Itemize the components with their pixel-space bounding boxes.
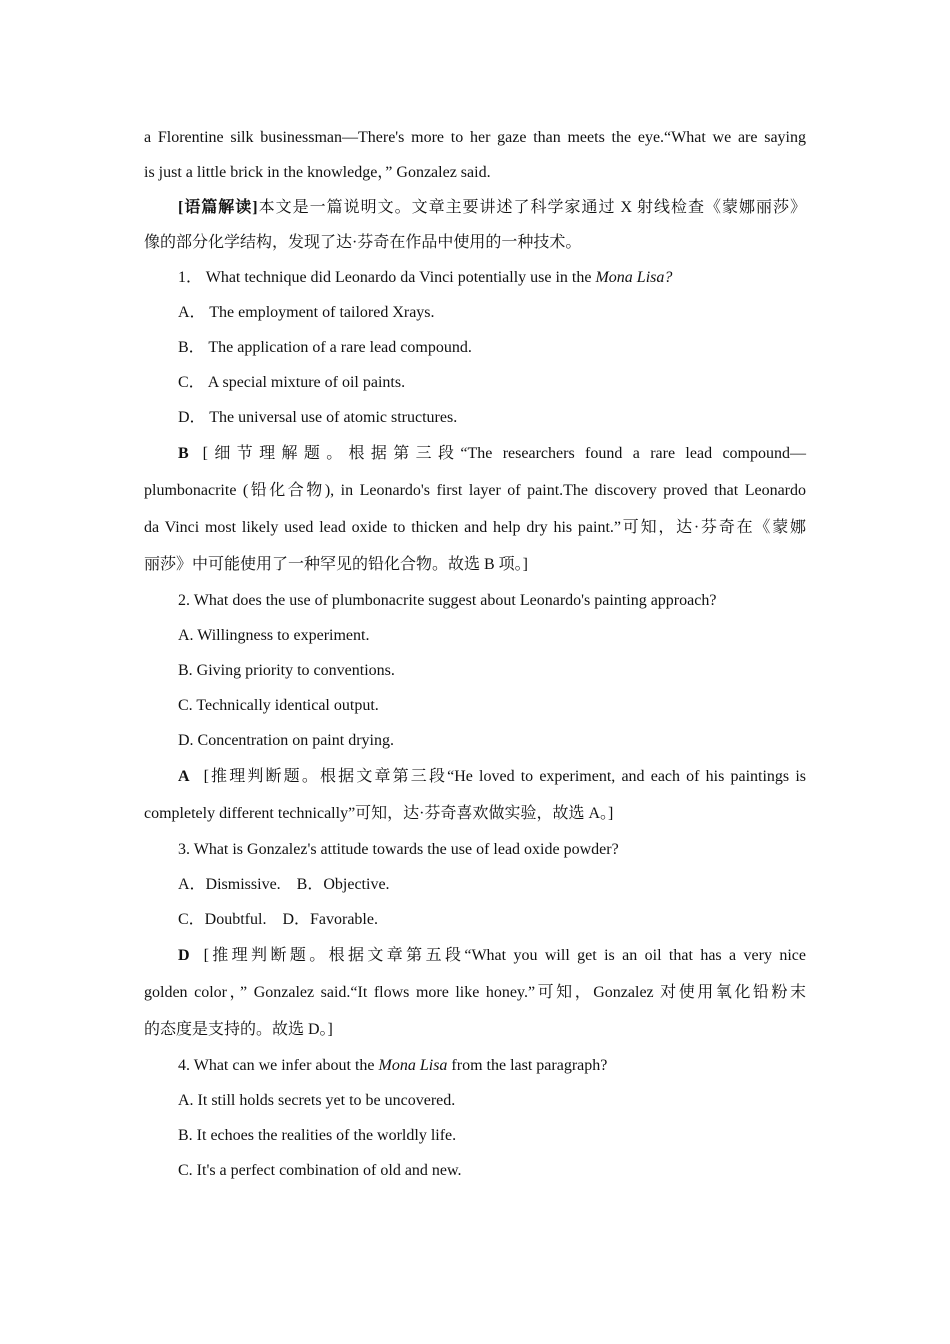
intro-line-1: a Florentine silk businessman—There's more to her gaze than meets the eye.“What we are saying [144, 129, 806, 146]
q3-explanation-text: [推理判断题。根据文章第五段“What you will get is an oil that has a very nice [203, 947, 806, 964]
q3-answer: D [178, 947, 190, 964]
q4-stem-end: from the last paragraph? [447, 1057, 608, 1074]
q3-explanation-line-1 [144, 937, 806, 974]
q2-explanation-line-2: completely different technically”可知，达·芬奇喜欢做实验，故选 A。] [144, 805, 614, 822]
q4-option-c: C. It's a perfect combination of old and new. [178, 1162, 462, 1179]
q1-option-c: C． A special mixture of oil paints. [178, 374, 406, 391]
q1-explanation-line-1 [144, 435, 806, 472]
summary-line-2: 像的部分化学结构，发现了达·芬奇在作品中使用的一种技术。 [144, 234, 582, 251]
summary-label: [语篇解读] [178, 199, 258, 216]
summary-line-1 [144, 190, 806, 225]
q1-option-a: A． The employment of tailored Xrays. [178, 304, 435, 321]
q1-answer: B [178, 445, 189, 462]
summary-text: 本文是一篇说明文。文章主要讲述了科学家通过 X 射线检查《蒙娜丽莎》 [257, 199, 806, 216]
q2-answer: A [178, 768, 190, 785]
q1-explanation-text: [细节理解题。根据第三段“The researchers found a rare lead compound— [202, 445, 806, 462]
q4-stem-italic: Mona Lisa [378, 1057, 448, 1074]
q3-options-ab: A．Dismissive. B．Objective. [178, 876, 390, 893]
q1-explanation-line-4: 丽莎》中可能使用了一种罕见的铅化合物。故选 B 项。] [144, 556, 529, 573]
q4-option-b: B. It echoes the realities of the worldly life. [178, 1127, 457, 1144]
q3-explanation-line-3: 的态度是支持的。故选 D。] [144, 1021, 333, 1038]
document-page [144, 119, 806, 1188]
q2-explanation-line-1 [144, 758, 806, 795]
q1-explanation-line-3: da Vinci most likely used lead oxide to thicken and help dry his paint.”可知，达·芬奇在《蒙娜 [144, 519, 806, 536]
q1-stem [144, 260, 806, 295]
q2-option-b: B. Giving priority to conventions. [178, 662, 395, 679]
q2-explanation-text: [推理判断题。根据文章第三段“He loved to experiment, and each of his paintings is [203, 768, 806, 785]
q4-option-a: A. It still holds secrets yet to be uncovered. [178, 1092, 456, 1109]
q1-stem-italic: Mona Lisa? [595, 269, 673, 286]
q1-option-d: D． The universal use of atomic structures. [178, 409, 458, 426]
q4-stem [144, 1048, 806, 1083]
q1-option-b: B． The application of a rare lead compound. [178, 339, 472, 356]
q2-option-a: A. Willingness to experiment. [178, 627, 370, 644]
q2-stem: 2. What does the use of plumbonacrite suggest about Leonardo's painting approach? [178, 592, 717, 609]
q2-option-c: C. Technically identical output. [178, 697, 379, 714]
q4-stem-text: 4. What can we infer about the [178, 1057, 379, 1074]
q3-options-cd: C．Doubtful. D．Favorable. [178, 911, 378, 928]
q2-option-d: D. Concentration on paint drying. [178, 732, 394, 749]
q3-stem: 3. What is Gonzalez's attitude towards the use of lead oxide powder? [178, 841, 619, 858]
q1-explanation-line-2: plumbonacrite (铅化合物), in Leonardo's first layer of paint.The discovery proved that Leonardo [144, 482, 806, 499]
q3-explanation-line-2: golden color，” Gonzalez said.“It flows more like honey.”可知，Gonzalez 对使用氧化铅粉末 [144, 984, 806, 1001]
q1-stem-text: 1． What technique did Leonardo da Vinci potentially use in the [178, 269, 596, 286]
intro-line-2: is just a little brick in the knowledge，” Gonzalez said. [144, 164, 491, 181]
